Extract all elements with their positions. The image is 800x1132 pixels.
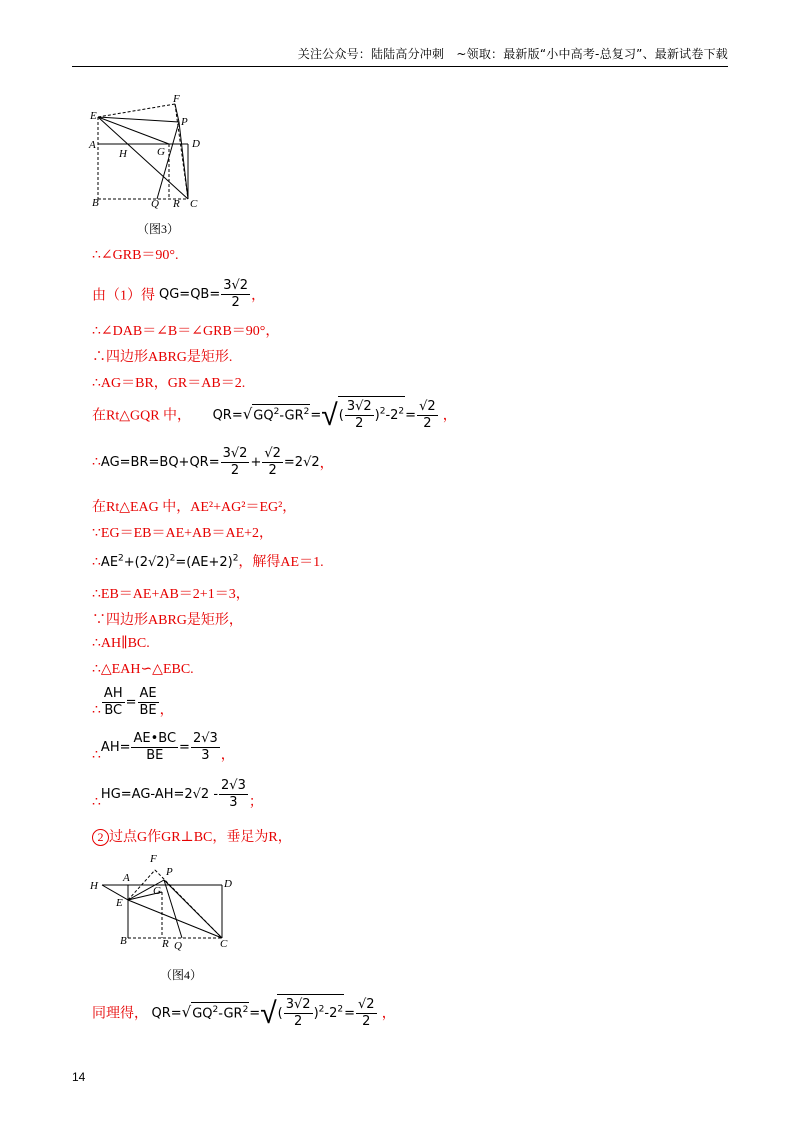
- fig4-label-c: C: [220, 938, 228, 950]
- line-2: 由（1）得 QG=QB= $\frac{3√2}{2}$ ，: [92, 278, 266, 310]
- fig3-label-a: A: [89, 139, 96, 151]
- fig3-label-e: E: [90, 110, 97, 122]
- fig4-label-p: P: [166, 866, 173, 878]
- line-12: ∵四边形ABRG是矩形，: [92, 613, 243, 628]
- figure-4: [88, 850, 238, 960]
- line-13: ∴AH∥BC.: [92, 636, 150, 651]
- fig3-label-g: G: [157, 146, 165, 158]
- figure-4-caption: （图4）: [160, 968, 203, 982]
- line-19: 同理得， $QR=√GQ^2-GR^2=√$( $\frac{3√2}{2}$ )$^2-2^2=$ $\frac{√2}{2}$ ，: [92, 996, 396, 1031]
- fig4-label-b: B: [120, 935, 127, 947]
- fig4-label-f: F: [150, 853, 157, 865]
- figure-3: [85, 92, 215, 212]
- line-7-math: AG=BR=BQ+QR= $\frac{3√2}{2}$ + $\frac{√2}{2}$ =2√2: [100, 446, 320, 478]
- fig3-label-b: B: [92, 197, 99, 209]
- line-10-math: $AE^2+(2√2)^2=(AE+2)^2$: [100, 553, 239, 570]
- line-7: ∴AG=BR=BQ+QR= $\frac{3√2}{2}$ + $\frac{√2}{2}$ =2√2，: [92, 446, 334, 478]
- page-header: 关注公众号：陆陆高分冲刺 ~领取：最新版“小中高考-总复习”、最新试卷下载: [72, 44, 728, 67]
- line-10: $\therefore AE^2+(2√2)^2=(AE+2)^2$，解得AE＝1.: [92, 553, 324, 570]
- line-15: ∴ $\frac{AH}{BC}$ = $\frac{AE}{BE}$ ，: [92, 686, 174, 718]
- line-9: ∵EG＝EB＝AE+AB＝AE+2，: [92, 526, 274, 541]
- line-5: ∴AG＝BR，GR＝AB＝2.: [92, 376, 246, 391]
- fig4-label-g: G: [153, 885, 161, 897]
- fig3-label-q: Q: [151, 198, 159, 210]
- line-16: ∴AH= $\frac{AE•BC}{BE}$ = $\frac{2√3}{3}$ ，: [92, 731, 235, 763]
- fig4-label-e: E: [116, 897, 123, 909]
- fig4-label-q: Q: [174, 940, 182, 952]
- line-1: ∴∠GRB＝90°.: [92, 248, 179, 263]
- fig3-label-p: P: [181, 116, 188, 128]
- fig3-label-h: H: [119, 148, 127, 160]
- fig4-label-a: A: [123, 872, 130, 884]
- page-number: 14: [72, 1070, 86, 1084]
- line-17-math: HG=AG-AH=2√2 - $\frac{2√3}{3}$: [100, 778, 246, 810]
- fig3-label-c: C: [190, 198, 198, 210]
- line-19-math: $QR=√GQ^2-GR^2=√$( $\frac{3√2}{2}$ )$^2-2^2=$ $\frac{√2}{2}$: [151, 996, 375, 1031]
- figure-3-caption: （图3）: [137, 222, 180, 236]
- line-3: ∴∠DAB＝∠B＝∠GRB＝90°，: [92, 324, 280, 339]
- line-11: ∴EB＝AE+AB＝2+1＝3，: [92, 587, 250, 602]
- circled-number-2: 2: [92, 829, 109, 846]
- line-14: ∴△EAH∽△EBC.: [92, 662, 194, 677]
- line-4: ∴四边形ABRG是矩形.: [92, 350, 233, 365]
- line-16-math: AH= $\frac{AE•BC}{BE}$ = $\frac{2√3}{3}$: [100, 731, 218, 763]
- line-8: 在Rt△EAG 中，AE²+AG²＝EG²，: [92, 500, 297, 515]
- line-17: ∴HG=AG-AH=2√2 - $\frac{2√3}{3}$ ；: [92, 778, 263, 810]
- line-18: 2 过点G作GR⊥BC，垂足为R，: [92, 826, 292, 846]
- fig3-label-f: F: [173, 93, 180, 105]
- fig4-label-h: H: [90, 880, 98, 892]
- line-6: 在Rt△GQR 中， $QR=√GQ^2-GR^2=√$( $\frac{3√2}{2}$ )$^2-2^2=$ $\frac{√2}{2}$ ，: [92, 398, 457, 433]
- fig4-label-d: D: [224, 878, 232, 890]
- fig4-label-r: R: [162, 938, 169, 950]
- line-15-math: $\frac{AH}{BC}$ = $\frac{AE}{BE}$: [103, 686, 157, 718]
- line-6-math: $QR=√GQ^2-GR^2=√$( $\frac{3√2}{2}$ )$^2-2^2=$ $\frac{√2}{2}$: [212, 398, 436, 433]
- fig3-label-d: D: [192, 138, 200, 150]
- fig3-label-r: R: [173, 198, 180, 210]
